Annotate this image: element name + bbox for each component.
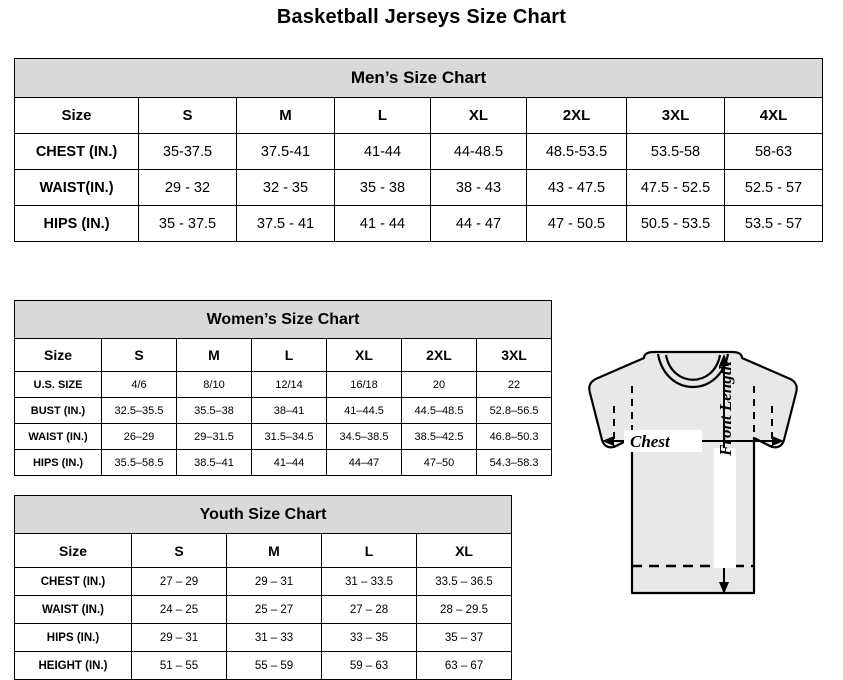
- table-cell: 26–29: [102, 424, 177, 450]
- table-cell: 52.5 - 57: [725, 170, 823, 206]
- table-cell: 32.5–35.5: [102, 398, 177, 424]
- table-row: [15, 652, 512, 680]
- table-cell: 41 - 44: [335, 206, 431, 242]
- table-cell: 54.3–58.3: [477, 450, 552, 476]
- table-cell: 41–44: [252, 450, 327, 476]
- table-cell: 22: [477, 372, 552, 398]
- table-cell: 35.5–38: [177, 398, 252, 424]
- table-cell: 25 – 27: [227, 596, 322, 624]
- table-row: [15, 134, 823, 170]
- table-cell: 34.5–38.5: [327, 424, 402, 450]
- column-header-s: S: [102, 339, 177, 372]
- row-label: WAIST (IN.): [15, 424, 102, 450]
- table-row: [15, 170, 823, 206]
- table-cell: 47.5 - 52.5: [627, 170, 725, 206]
- table-cell: 28 – 29.5: [417, 596, 512, 624]
- column-header-xl: XL: [417, 534, 512, 568]
- table-cell: 44–47: [327, 450, 402, 476]
- table-cell: 58-63: [725, 134, 823, 170]
- table-cell: 35 – 37: [417, 624, 512, 652]
- column-header-m: M: [177, 339, 252, 372]
- table-cell: 51 – 55: [132, 652, 227, 680]
- row-label: CHEST (IN.): [15, 134, 139, 170]
- table-cell: 38.5–42.5: [402, 424, 477, 450]
- table-cell: 31.5–34.5: [252, 424, 327, 450]
- column-header-size: Size: [15, 339, 102, 372]
- table-cell: 16/18: [327, 372, 402, 398]
- jersey-measurement-diagram: [548, 348, 838, 668]
- table-row: [15, 372, 552, 398]
- table-cell: 38 - 43: [431, 170, 527, 206]
- column-header-l: L: [335, 98, 431, 134]
- table-cell: 29 - 32: [139, 170, 237, 206]
- page-title: Basketball Jerseys Size Chart: [276, 6, 567, 28]
- table-cell: 37.5 - 41: [237, 206, 335, 242]
- table-cell: 53.5 - 57: [725, 206, 823, 242]
- column-header-xl: XL: [431, 98, 527, 134]
- column-header-size: Size: [15, 534, 132, 568]
- table-cell: 27 – 29: [132, 568, 227, 596]
- table-cell: 46.8–50.3: [477, 424, 552, 450]
- table-cell: 33.5 – 36.5: [417, 568, 512, 596]
- table-cell: 44 - 47: [431, 206, 527, 242]
- row-label: CHEST (IN.): [15, 568, 132, 596]
- table-cell: 27 – 28: [322, 596, 417, 624]
- table-cell: 50.5 - 53.5: [627, 206, 725, 242]
- table-header-row: [15, 98, 823, 134]
- column-header-m: M: [227, 534, 322, 568]
- table-cell: 4/6: [102, 372, 177, 398]
- row-label: HEIGHT (IN.): [15, 652, 132, 680]
- table-row: [15, 206, 823, 242]
- table-cell: 8/10: [177, 372, 252, 398]
- chest-measurement-label: Chest: [630, 432, 670, 451]
- row-label: HIPS (IN.): [15, 206, 139, 242]
- row-label: HIPS (IN.): [15, 624, 132, 652]
- table-row: [15, 398, 552, 424]
- table-cell: 35 - 38: [335, 170, 431, 206]
- table-cell: 38–41: [252, 398, 327, 424]
- table-header-row: [15, 534, 512, 568]
- table-cell: 31 – 33: [227, 624, 322, 652]
- table-cell: 47–50: [402, 450, 477, 476]
- youth-chart-caption: Youth Size Chart: [15, 496, 512, 534]
- row-label: HIPS (IN.): [15, 450, 102, 476]
- column-header-l: L: [252, 339, 327, 372]
- table-caption-row: [15, 59, 823, 98]
- table-cell: 38.5–41: [177, 450, 252, 476]
- mens-chart-caption: Men’s Size Chart: [15, 59, 823, 98]
- womens-chart-caption: Women’s Size Chart: [15, 301, 552, 339]
- table-cell: 35-37.5: [139, 134, 237, 170]
- youth-size-chart-table: [14, 495, 512, 680]
- table-row: [15, 624, 512, 652]
- table-cell: 41-44: [335, 134, 431, 170]
- table-row: [15, 596, 512, 624]
- table-cell: 12/14: [252, 372, 327, 398]
- table-cell: 31 – 33.5: [322, 568, 417, 596]
- column-header-3xl: 3XL: [627, 98, 725, 134]
- column-header-s: S: [139, 98, 237, 134]
- mens-size-chart-table: [14, 58, 823, 242]
- column-header-l: L: [322, 534, 417, 568]
- table-cell: 24 – 25: [132, 596, 227, 624]
- table-row: [15, 568, 512, 596]
- column-header-m: M: [237, 98, 335, 134]
- table-cell: 32 - 35: [237, 170, 335, 206]
- table-cell: 63 – 67: [417, 652, 512, 680]
- table-cell: 59 – 63: [322, 652, 417, 680]
- table-row: [15, 450, 552, 476]
- table-cell: 43 - 47.5: [527, 170, 627, 206]
- column-header-2xl: 2XL: [527, 98, 627, 134]
- table-caption-row: [15, 301, 552, 339]
- table-cell: 35.5–58.5: [102, 450, 177, 476]
- row-label: WAIST(IN.): [15, 170, 139, 206]
- table-cell: 29 – 31: [227, 568, 322, 596]
- table-row: [15, 424, 552, 450]
- table-cell: 53.5-58: [627, 134, 725, 170]
- column-header-size: Size: [15, 98, 139, 134]
- table-cell: 44-48.5: [431, 134, 527, 170]
- table-cell: 29 – 31: [132, 624, 227, 652]
- table-cell: 44.5–48.5: [402, 398, 477, 424]
- table-cell: 55 – 59: [227, 652, 322, 680]
- table-caption-row: [15, 496, 512, 534]
- column-header-4xl: 4XL: [725, 98, 823, 134]
- table-cell: 47 - 50.5: [527, 206, 627, 242]
- table-cell: 35 - 37.5: [139, 206, 237, 242]
- table-cell: 33 – 35: [322, 624, 417, 652]
- column-header-3xl: 3XL: [477, 339, 552, 372]
- womens-size-chart-table: [14, 300, 552, 476]
- row-label: WAIST (IN.): [15, 596, 132, 624]
- table-cell: 29–31.5: [177, 424, 252, 450]
- table-cell: 41–44.5: [327, 398, 402, 424]
- table-cell: 20: [402, 372, 477, 398]
- column-header-2xl: 2XL: [402, 339, 477, 372]
- front-length-measurement-label: Front Length: [716, 361, 735, 456]
- row-label: U.S. SIZE: [15, 372, 102, 398]
- table-cell: 48.5-53.5: [527, 134, 627, 170]
- table-header-row: [15, 339, 552, 372]
- column-header-xl: XL: [327, 339, 402, 372]
- column-header-s: S: [132, 534, 227, 568]
- row-label: BUST (IN.): [15, 398, 102, 424]
- table-cell: 37.5-41: [237, 134, 335, 170]
- table-cell: 52.8–56.5: [477, 398, 552, 424]
